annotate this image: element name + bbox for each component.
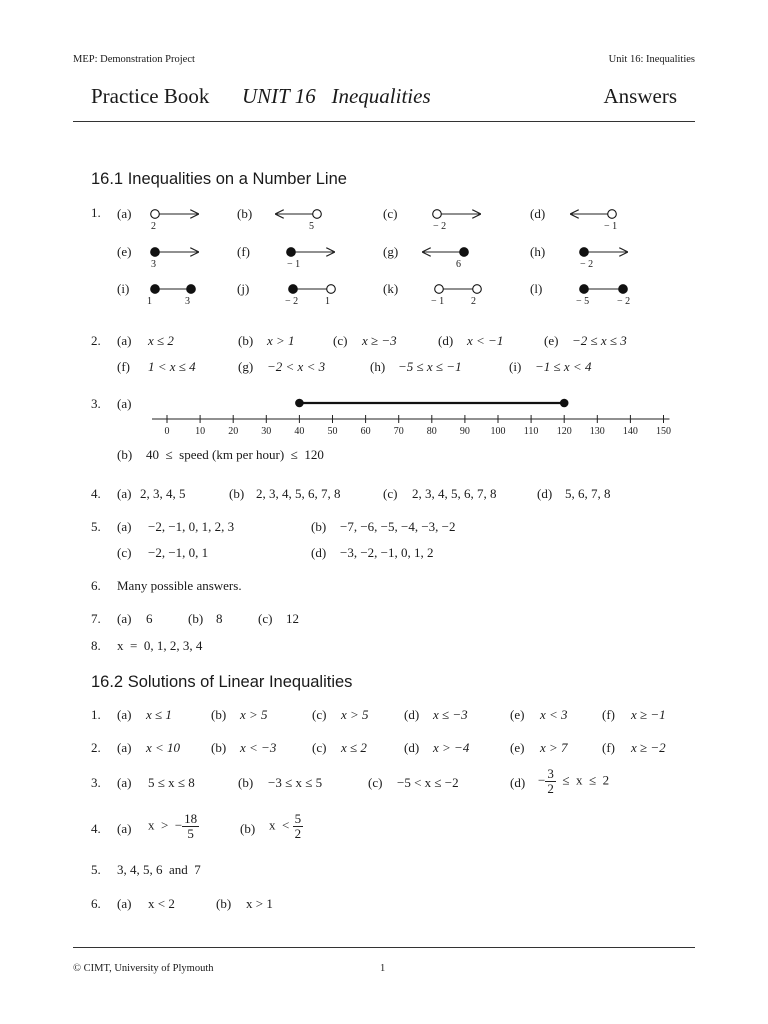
axis-tick-label: 90: [459, 426, 470, 437]
q1-item-letter: (b): [237, 206, 253, 221]
q4-answer: 2, 3, 4, 5, 6, 7, 8: [412, 486, 497, 501]
q1-item-letter: (k): [383, 281, 399, 296]
s2-q1-label: (c): [312, 707, 327, 722]
q2-label: (d): [438, 333, 454, 348]
endpoint-label: − 5: [576, 296, 590, 307]
q5c-answer: −2, −1, 0, 1: [148, 545, 209, 560]
endpoint-label: 2: [151, 221, 156, 232]
q4-label: (b): [229, 486, 245, 501]
q8-number: 8.: [91, 638, 101, 653]
s2-q1-answer: x ≥ −1: [631, 707, 666, 722]
s2-q3d-fraction: [545, 767, 556, 796]
q2-label: (i): [509, 359, 522, 374]
footer-copyright: © CIMT, University of Plymouth: [73, 963, 214, 974]
q4-label: (a): [117, 486, 132, 501]
q3b-label: (b): [117, 447, 133, 462]
endpoint-label: − 2: [580, 259, 594, 270]
s2-q3c-answer: −5 < x ≤ −2: [397, 775, 459, 790]
q8-answer: x = 0, 1, 2, 3, 4: [117, 638, 203, 653]
fraction-numerator: 18: [184, 811, 198, 826]
q7-answer: 6: [146, 611, 153, 626]
s2-q1-answer: x ≤ 1: [146, 707, 172, 722]
q1-item-letter: (i): [117, 281, 130, 296]
q1-item-letter: (c): [383, 206, 398, 221]
s2-q2-label: (a): [117, 740, 132, 755]
q1-item-letter: (g): [383, 244, 399, 259]
q2-answer: x ≤ 2: [148, 333, 174, 348]
axis-tick-label: 140: [622, 426, 638, 437]
q7-number: 7.: [91, 611, 101, 626]
q5d-label: (d): [311, 545, 327, 560]
q6-answer: Many possible answers.: [117, 578, 242, 593]
q3a-label: (a): [117, 396, 132, 411]
axis-tick-label: 110: [523, 426, 539, 437]
q5d-answer: −3, −2, −1, 0, 1, 2: [340, 545, 434, 560]
axis-tick-label: 80: [426, 426, 437, 437]
s2-q2-label: (d): [404, 740, 420, 755]
q2-answer: 1 < x ≤ 4: [148, 359, 196, 374]
q1-item-letter: (e): [117, 244, 132, 259]
s2-q2-answer: x > −4: [433, 740, 470, 755]
s2-q2-label: (c): [312, 740, 327, 755]
axis-tick-label: 130: [589, 426, 605, 437]
s2-q1-number: 1.: [91, 707, 101, 722]
q2-answer: x > 1: [267, 333, 295, 348]
answers-title: Answers: [603, 84, 677, 108]
page-number: 1: [380, 963, 386, 974]
endpoint-label: 3: [151, 259, 156, 270]
endpoint-label: − 1: [604, 221, 618, 232]
q7-answer: 12: [286, 611, 299, 626]
q4-answer: 5, 6, 7, 8: [565, 486, 611, 501]
s2-q6b-answer: x > 1: [246, 896, 273, 911]
endpoint-label: − 2: [433, 221, 447, 232]
unit-title: UNIT 16 Inequalities: [242, 84, 431, 108]
s2-q2-label: (e): [510, 740, 525, 755]
section-heading-16-1: 16.1 Inequalities on a Number Line: [91, 170, 347, 188]
axis-tick-label: 60: [360, 426, 371, 437]
footer-rule: [73, 947, 695, 948]
s2-q1-label: (f): [602, 707, 615, 722]
q5a-label: (a): [117, 519, 132, 534]
endpoint-label: − 2: [285, 296, 299, 307]
s2-q3c-label: (c): [368, 775, 383, 790]
s2-q2-number: 2.: [91, 740, 101, 755]
q2-label: (a): [117, 333, 132, 348]
header-right: Unit 16: Inequalities: [608, 54, 695, 65]
q6-number: 6.: [91, 578, 101, 593]
s2-q3d-answer: [538, 767, 609, 796]
fraction-denominator: 5: [187, 826, 194, 841]
q2-answer: −2 ≤ x ≤ 3: [572, 333, 627, 348]
s2-q1-answer: x > 5: [240, 707, 268, 722]
q4-label: (d): [537, 486, 553, 501]
s2-q4-number: 4.: [91, 821, 101, 836]
s2-q5-answer: 3, 4, 5, 6 and 7: [117, 862, 201, 877]
q4-label: (c): [383, 486, 398, 501]
q1-number: 1.: [91, 205, 101, 220]
s2-q6a-label: (a): [117, 896, 132, 911]
q5a-answer: −2, −1, 0, 1, 2, 3: [148, 519, 235, 534]
q2-answer: −1 ≤ x < 4: [535, 359, 592, 374]
endpoint-label: 3: [185, 296, 190, 307]
s2-q5-number: 5.: [91, 862, 101, 877]
page-title: Practice Book: [91, 84, 210, 108]
endpoint-label: − 1: [431, 296, 445, 307]
axis-tick-label: 0: [164, 426, 170, 437]
header-left: MEP: Demonstration Project: [73, 54, 195, 65]
q1-item-letter: (l): [530, 281, 543, 296]
s2-q4a-prefix: x > −: [148, 817, 183, 833]
q5c-label: (c): [117, 545, 132, 560]
s2-q2-label: (b): [211, 740, 227, 755]
q2-answer: x < −1: [467, 333, 504, 348]
s2-q2-answer: x > 7: [540, 740, 568, 755]
axis-tick-label: 100: [490, 426, 506, 437]
q7-label: (c): [258, 611, 273, 626]
s2-q1-label: (b): [211, 707, 227, 722]
q2-number: 2.: [91, 333, 101, 348]
q1-item-letter: (j): [237, 281, 250, 296]
endpoint-label: 1: [325, 296, 330, 307]
q2-label: (f): [117, 359, 130, 374]
q2-label: (e): [544, 333, 559, 348]
s2-q6a-answer: x < 2: [148, 896, 175, 911]
s2-q1-answer: x ≤ −3: [433, 707, 468, 722]
q4-answer: 2, 3, 4, 5, 6, 7, 8: [256, 486, 341, 501]
q1-item-letter: (f): [237, 244, 250, 259]
endpoint-label: − 2: [617, 296, 631, 307]
q2-label: (h): [370, 359, 386, 374]
s2-q3a-label: (a): [117, 775, 132, 790]
closed-dot: [560, 399, 569, 408]
q1-item-letter: (a): [117, 206, 132, 221]
endpoint-label: 2: [471, 296, 476, 307]
s2-q2-label: (f): [602, 740, 615, 755]
s2-q4b-answer: [269, 812, 303, 841]
q7-label: (a): [117, 611, 132, 626]
axis-tick-label: 50: [327, 426, 338, 437]
q2-answer: −2 < x < 3: [267, 359, 326, 374]
axis-tick-label: 120: [556, 426, 572, 437]
endpoint-label: 6: [456, 259, 461, 270]
s2-q2-answer: x < −3: [240, 740, 277, 755]
q2-label: (c): [333, 333, 348, 348]
s2-q2-answer: x < 10: [146, 740, 181, 755]
closed-dot: [295, 399, 304, 408]
q4-number: 4.: [91, 486, 101, 501]
s2-q1-answer: x < 3: [540, 707, 568, 722]
q5-number: 5.: [91, 519, 101, 534]
axis-tick-label: 40: [294, 426, 305, 437]
fraction-numerator: 3: [547, 766, 554, 781]
axis-tick-label: 150: [656, 426, 671, 437]
q2-label: (g): [238, 359, 254, 374]
s2-q3d-rest: ≤ x ≤ 2: [562, 772, 610, 788]
q4-answer: 2, 3, 4, 5: [140, 486, 186, 501]
s2-q3d-minus: −: [538, 772, 546, 788]
s2-q1-answer: x > 5: [341, 707, 369, 722]
q2-label: (b): [238, 333, 254, 348]
axis-tick-label: 20: [228, 426, 239, 437]
s2-q4b-prefix: x <: [269, 817, 290, 833]
endpoint-label: − 1: [287, 259, 301, 270]
s2-q4a-answer: [148, 812, 199, 841]
endpoint-label: 1: [147, 296, 152, 307]
fraction-denominator: 2: [547, 781, 554, 796]
q2-answer: −5 ≤ x ≤ −1: [398, 359, 462, 374]
s2-q2-answer: x ≥ −2: [631, 740, 666, 755]
s2-q6b-label: (b): [216, 896, 232, 911]
s2-q4a-label: (a): [117, 821, 132, 836]
q1-item-letter: (h): [530, 244, 546, 259]
speed-number-line: [0, 0, 768, 440]
axis-tick-label: 10: [195, 426, 206, 437]
s2-q1-label: (a): [117, 707, 132, 722]
q3-number: 3.: [91, 396, 101, 411]
s2-q4b-label: (b): [240, 821, 256, 836]
s2-q3a-answer: 5 ≤ x ≤ 8: [148, 775, 195, 790]
s2-q1-label: (e): [510, 707, 525, 722]
axis-tick-label: 30: [261, 426, 272, 437]
s2-q6-number: 6.: [91, 896, 101, 911]
q3b-answer: 40 ≤ speed (km per hour) ≤ 120: [146, 447, 324, 462]
q5b-answer: −7, −6, −5, −4, −3, −2: [340, 519, 456, 534]
endpoint-label: 5: [309, 221, 314, 232]
fraction-numerator: 5: [294, 811, 302, 826]
s2-q4b-fraction: [293, 812, 304, 841]
s2-q3b-answer: −3 ≤ x ≤ 5: [268, 775, 323, 790]
q1-item-letter: (d): [530, 206, 546, 221]
section-heading-16-2: 16.2 Solutions of Linear Inequalities: [91, 673, 353, 691]
s2-q3b-label: (b): [238, 775, 254, 790]
s2-q4a-fraction: [182, 812, 199, 841]
axis-tick-label: 70: [393, 426, 404, 437]
s2-q2-answer: x ≤ 2: [341, 740, 367, 755]
fraction-denominator: 2: [294, 826, 302, 841]
s2-q1-label: (d): [404, 707, 420, 722]
q5b-label: (b): [311, 519, 327, 534]
s2-q3d-label: (d): [510, 775, 526, 790]
q7-label: (b): [188, 611, 204, 626]
q2-answer: x ≥ −3: [362, 333, 397, 348]
s2-q3-number: 3.: [91, 775, 101, 790]
q7-answer: 8: [216, 611, 223, 626]
